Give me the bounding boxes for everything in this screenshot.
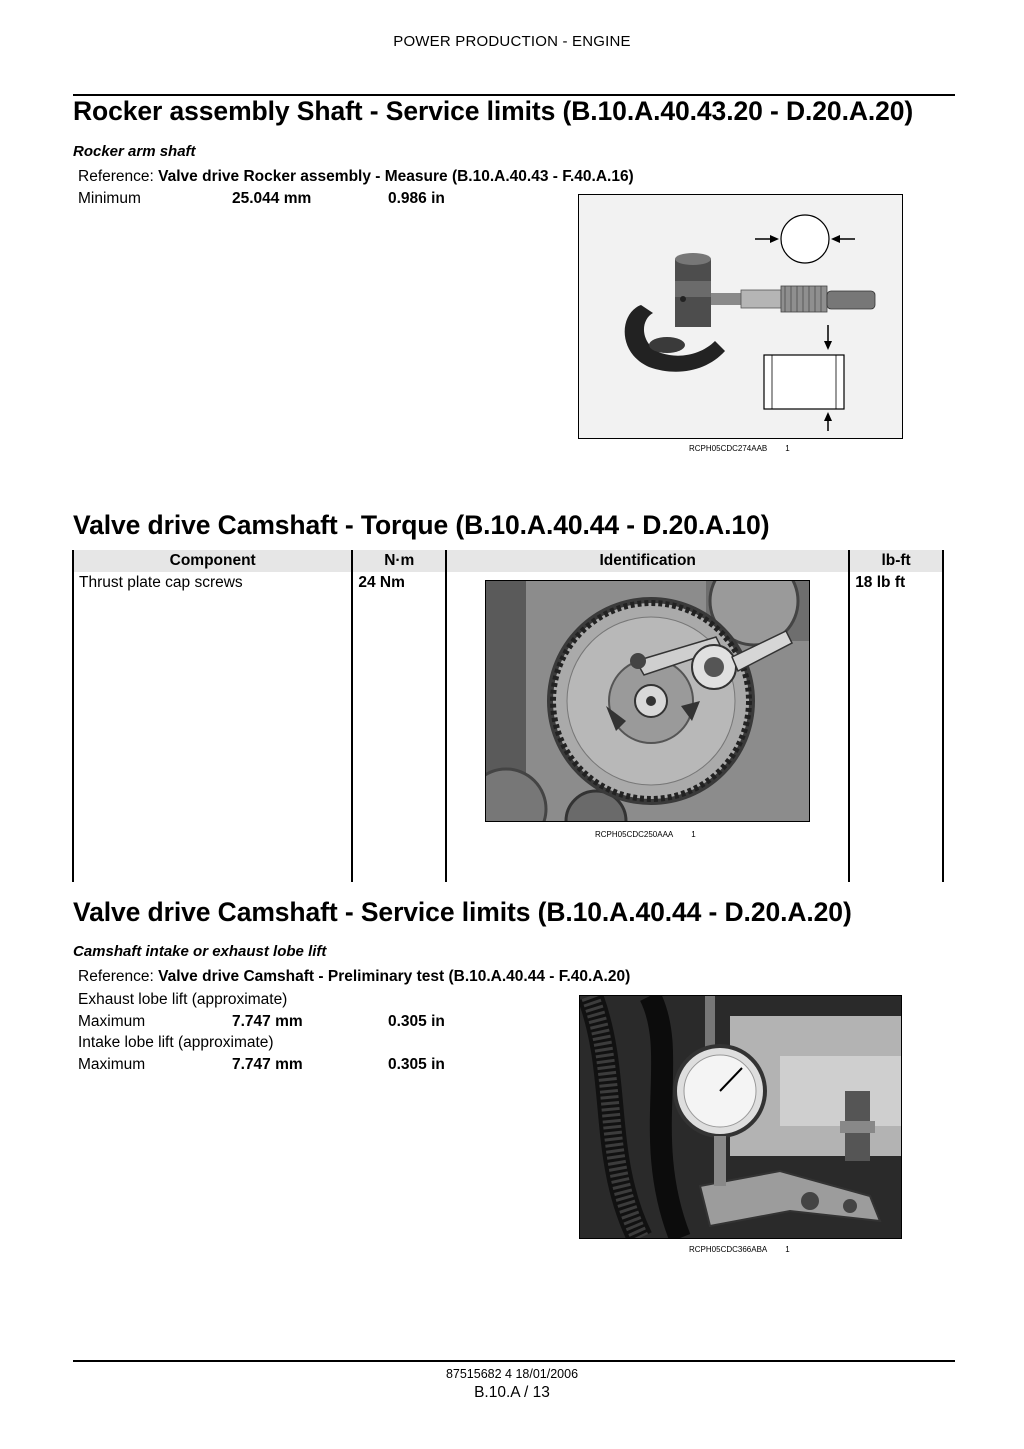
col-nm: N·m — [352, 550, 446, 572]
lbft-cell: 18 lb ft — [849, 572, 943, 882]
figure-number: 1 — [785, 444, 790, 453]
section2-title: Valve drive Camshaft - Torque (B.10.A.40.44 - D.20.A.10) — [73, 510, 770, 540]
section3-subtitle: Camshaft intake or exhaust lobe lift — [73, 943, 327, 960]
table-header-row — [73, 550, 943, 572]
figure-code: RCPH05CDC250AAA — [595, 830, 674, 839]
camshaft-gear-wrench-photo — [486, 581, 809, 821]
dial-indicator-figure — [579, 995, 902, 1239]
col-component: Component — [73, 550, 352, 572]
exhaust-maximum-label: Maximum — [78, 1013, 146, 1030]
footer-doc-code: 87515682 4 18/01/2006 — [445, 1367, 579, 1381]
figure2-caption — [595, 830, 696, 839]
minimum-label: Minimum — [78, 190, 141, 207]
intake-lift-label: Intake lobe lift (approximate) — [78, 1034, 274, 1051]
section1-subtitle: Rocker arm shaft — [73, 143, 196, 160]
col-lbft: lb-ft — [849, 550, 943, 572]
figure3-caption — [689, 1245, 790, 1254]
figure-code: RCPH05CDC274AAB — [689, 444, 768, 453]
exhaust-maximum-metric: 7.747 mm — [232, 1013, 303, 1030]
exhaust-maximum-imperial: 0.305 in — [388, 1013, 445, 1030]
camshaft-figure — [485, 580, 810, 822]
intake-maximum-metric: 7.747 mm — [232, 1056, 303, 1073]
dial-indicator-on-engine-photo — [580, 996, 901, 1238]
figure-code: RCPH05CDC366ABA — [689, 1245, 768, 1254]
reference-label: Reference: — [78, 968, 154, 985]
reference-link[interactable]: Valve drive Camshaft - Preliminary test (B.10.A.40.44 - F.40.A.20) — [158, 968, 631, 985]
component-cell: Thrust plate cap screws — [73, 572, 352, 882]
page-number: B.10.A / 13 — [474, 1384, 550, 1401]
micrometer-measuring-shaft-illustration — [579, 195, 902, 438]
section3-reference — [78, 968, 630, 986]
micrometer-figure — [578, 194, 903, 439]
col-identification: Identification — [446, 550, 849, 572]
section1-title: Rocker assembly Shaft - Service limits (B.10.A.40.43.20 - D.20.A.20) — [73, 96, 914, 126]
footer-rule — [73, 1360, 955, 1362]
figure-number: 1 — [785, 1245, 790, 1254]
nm-cell: 24 Nm — [352, 572, 446, 882]
figure-number: 1 — [691, 830, 696, 839]
section3-title: Valve drive Camshaft - Service limits (B.10.A.40.44 - D.20.A.20) — [73, 897, 852, 927]
running-header: POWER PRODUCTION - ENGINE — [393, 33, 631, 50]
exhaust-lift-label: Exhaust lobe lift (approximate) — [78, 991, 288, 1008]
intake-maximum-label: Maximum — [78, 1056, 146, 1073]
minimum-imperial: 0.986 in — [388, 190, 445, 207]
section1-reference — [78, 168, 634, 186]
minimum-metric: 25.044 mm — [232, 190, 312, 207]
intake-maximum-imperial: 0.305 in — [388, 1056, 445, 1073]
figure1-caption — [689, 444, 790, 453]
reference-link[interactable]: Valve drive Rocker assembly - Measure (B.10.A.40.43 - F.40.A.16) — [158, 168, 634, 185]
reference-label: Reference: — [78, 168, 154, 185]
